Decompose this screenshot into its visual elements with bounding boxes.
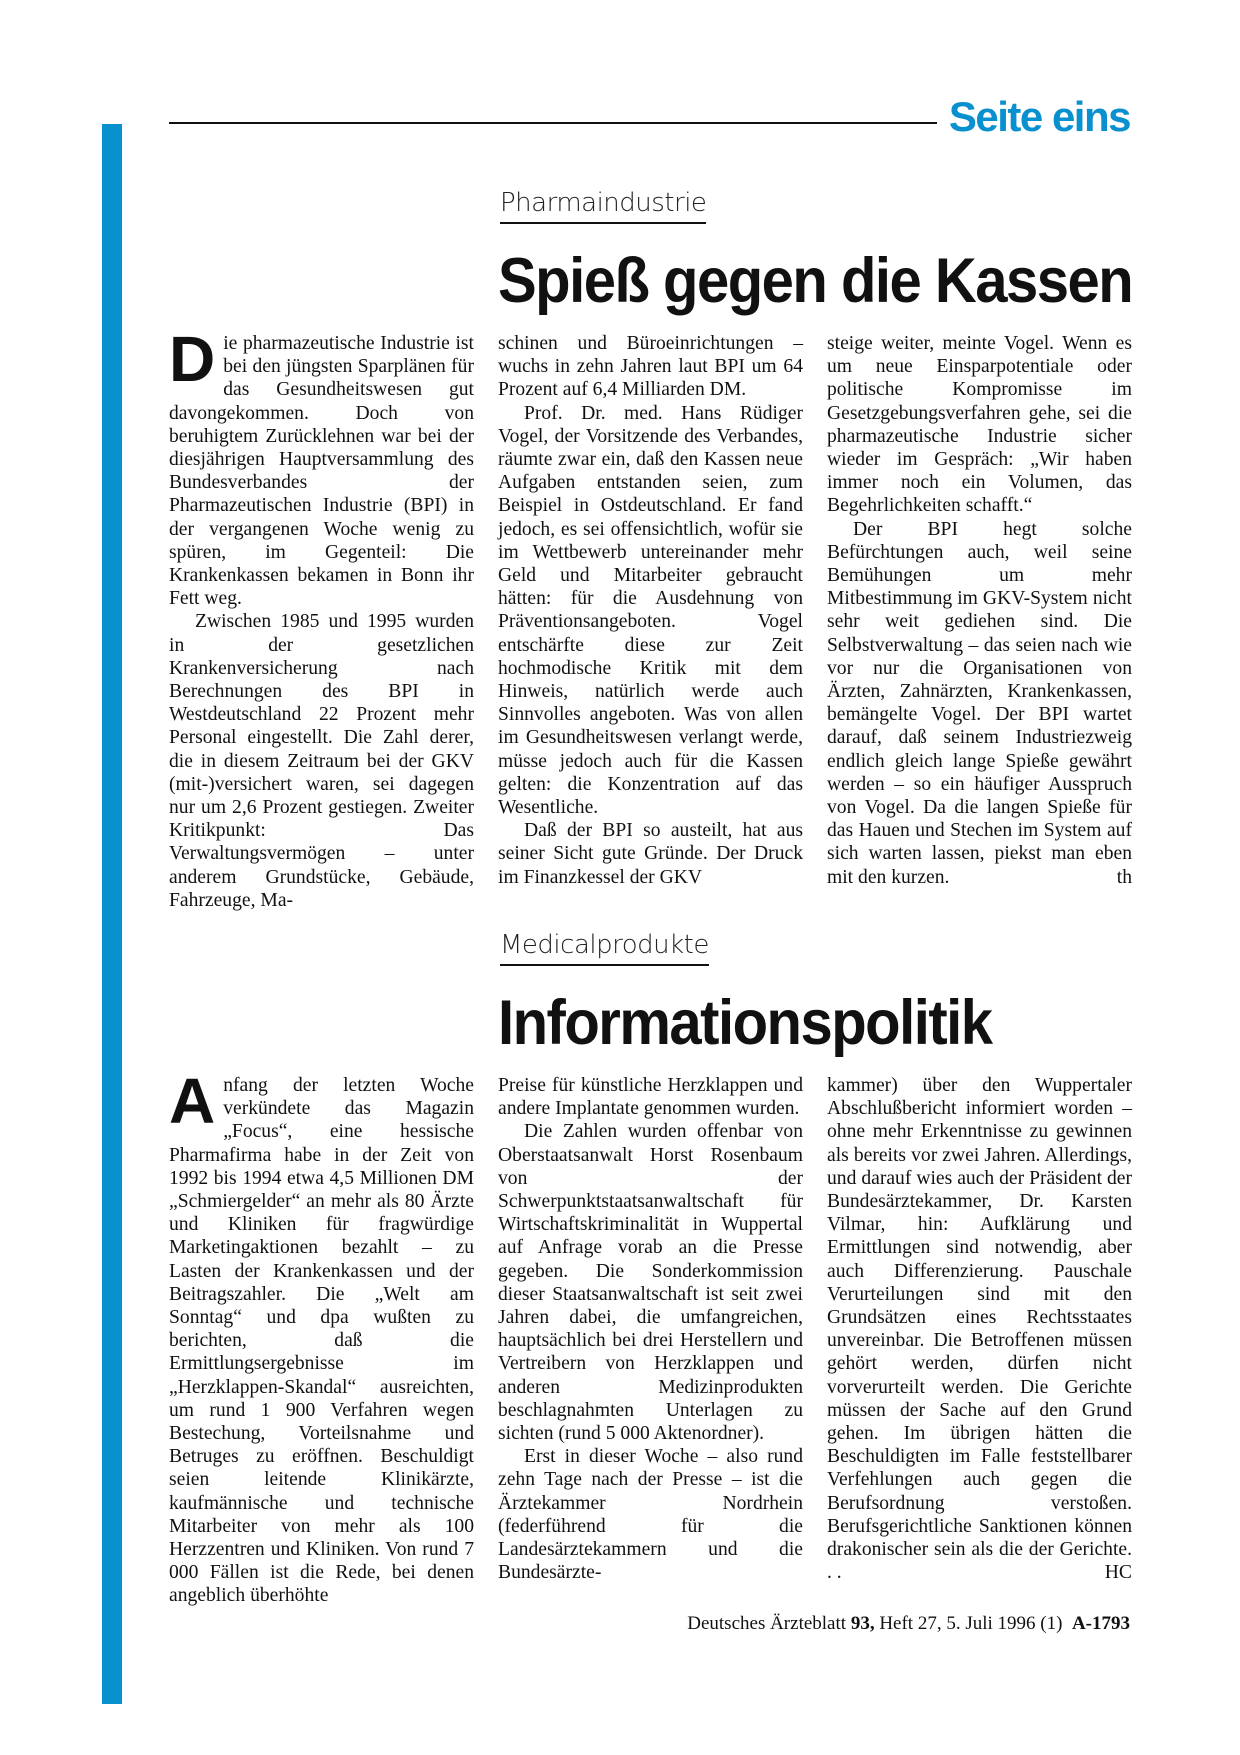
paragraph: steige weiter, meinte Vogel. Wenn es um neue Einsparpotentiale oder politische Kompromisse im Gesetzgebungsverfahren gehe, sei die pharmazeutische Industrie sicher wieder im Gespräch: „Wir haben immer noch ein Volumen, das Begehrlichkeiten schafft.“ [827,333,1132,517]
paragraph: Zwischen 1985 und 1995 wurden in der gesetzlichen Krankenversicherung nach Berechnungen des BPI in Westdeutschland 22 Prozent mehr Personal eingestellt. Die Zahl derer, die in diesem Zeitraum bei der GKV (mit-)versichert waren, sei dagegen nur um 2,6 Prozent gestiegen. Zweiter Kritikpunkt: Das Verwaltungsvermögen – unter anderem Grundstücke, Gebäude, Fahrzeuge, Ma- [169,611,474,911]
article2-column-1 [169,1065,474,1608]
article1-column-3 [827,332,1132,912]
paragraph: schinen und Büroeinrichtungen – wuchs in zehn Jahren laut BPI um 64 Prozent auf 6,4 Milliarden DM. [498,333,803,401]
article1-column-2 [498,332,803,912]
paragraph-text: Der BPI hegt solche Befürchtungen auch, weil seine Bemühungen um mehr Mitbestimmung im GKV-System nicht sehr weit gediehen sind. Die Selbstverwaltung – das seien nach wie vor nur die Organisationen von Ärzten, Zahnärzten, Krankenkassen, bemängelte Vogel. Der BPI wartet darauf, daß seinem Industriezweig endlich gleich lange Spieße gewährt werden – so ein häufiger Ausspruch von Vogel. Da die langen Spieße für das Hauen und Stechen im System auf sich warten lassen, piekst man eben mit den kurzen. [827,518,1132,888]
paragraph: Daß der BPI so austeilt, hat aus seiner Sicht gute Gründe. Der Druck im Finanzkessel der GKV [498,820,803,888]
paragraph: Erst in dieser Woche – also rund zehn Tage nach der Presse – ist die Ärztekammer Nordrhein (federführend für die Landesärztekammern und die Bundesärzte- [498,1446,803,1584]
article2-kicker: Medicalprodukte [500,932,709,966]
paragraph [827,518,1132,889]
paragraph: Die Zahlen wurden offenbar von Oberstaatsanwalt Horst Rosenbaum von der Schwerpunktstaatsanwaltschaft für Wirtschaftskriminalität in Wuppertal auf Anfrage vorab an die Presse gegeben. Die Sonderkommission dieser Staatsanwaltschaft ist seit zwei Jahren dabei, die umfangreichen, hauptsächlich bei drei Herstellern und Vertreibern von Herzklappen und anderen Medizinprodukten beschlagnahmten Unterlagen zu sichten (rund 5 000 Aktenordner). [498,1121,803,1445]
paragraph: nfang der letzten Woche verkündete das Magazin „Focus“, eine hessische Pharmafirma habe in der Zeit von 1992 bis 1994 etwa 4,5 Millionen DM „Schmiergelder“ an mehr als 80 Ärzte und Kliniken für fragwürdige Marketingaktionen bezahlt – zu Lasten der Krankenkassen und der Beitragszahler. Die „Welt am Sonntag“ und dpa wußten zu berichten, daß die Ermittlungsergebnisse im „Herzklappen-Skandal“ ausreichten, um rund 1 900 Verfahren wegen Bestechung, Vorteilsnahme und Betruges zu eröffnen. Beschuldigt seien leitende Klinikärzte, kaufmännische und technische Mitarbeiter von mehr als 100 Herzzentren und Kliniken. Von rund 7 000 Fällen ist die Rede, bei denen angeblich überhöhte [169,1075,474,1607]
section-title: Seite eins [948,93,1130,140]
header-rule [169,122,937,124]
article1-dropcap: D [169,323,216,395]
article1-column-1 [169,323,474,912]
issue-info: Heft 27, 5. Juli 1996 (1) [879,1613,1063,1634]
article2-column-2 [498,1074,803,1608]
article1-headline: Spieß gegen die Kassen [498,245,1133,316]
author-signature: HC [1104,1562,1132,1584]
article2-dropcap: A [169,1065,216,1137]
article2-column-3 [827,1074,1132,1608]
page-footer [687,1613,1130,1635]
paragraph: ie pharmazeutische Industrie ist bei den jüngsten Sparplänen für das Gesundheitswesen gut davongekommen. Doch von beruhigtem Zurücklehnen war bei der diesjährigen Hauptversammlung des Bundesverbandes der Pharmazeutischen Industrie (BPI) in der vergangenen Woche wenig zu spüren, im Gegenteil: Die Krankenkassen bekamen in Bonn ihr Fett weg. [169,333,474,610]
journal-name: Deutsches Ärzteblatt [687,1613,847,1634]
paragraph: Preise für künstliche Herzklappen und andere Implantate genommen wurden. [498,1075,803,1120]
paragraph-text: kammer) über den Wuppertaler Abschlußbericht informiert worden – ohne mehr Erkenntnisse zu gewinnen als bereits vor zwei Jahren. Allerdings, und darauf wies auch der Präsident der Bundesärztekammer, Dr. Karsten Vilmar, hin: Aufklärung und Ermittlungen sind notwendig, aber auch Differenzierung. Pauschale Verurteilungen sind mit den Grundsätzen eines Rechtsstaates unvereinbar. Die Betroffenen müssen gehört werden, dürfen nicht vorverurteilt werden. Die Gerichte müssen der Sache auf den Grund gehen. Im übrigen hätten die Beschuldigten im Falle feststellbarer Verfehlungen auch gegen die Berufsordnung verstoßen. Berufsgerichtliche Sanktionen können drakonischer sein als die der Gerichte. . . [827,1075,1132,1584]
article2-body [169,1065,1134,1608]
article2-headline: Informationspolitik [498,987,992,1058]
article1-body [169,323,1134,912]
author-signature: th [1116,866,1132,888]
journal-volume: 93, [850,1613,875,1634]
paragraph: Prof. Dr. med. Hans Rüdiger Vogel, der Vorsitzende des Verbandes, räumte zwar ein, daß den Kassen neue Aufgaben entstanden seien, zum Beispiel in Ostdeutschland. Er fand jedoch, es sei offensichtlich, wofür sie im Wettbewerb untereinander mehr Geld und Mitarbeiter gebraucht hätten: für die Ausdehnung von Präventionsangeboten. Vogel entschärfte diese zur Zeit hochmodische Kritik mit dem Hinweis, natürlich werde auch Sinnvolles angeboten. Was von allen im Gesundheitswesen verlangt werde, müsse jedoch auch für die Kassen gelten: die Konzentration auf das Wesentliche. [498,402,803,819]
paragraph [827,1074,1132,1584]
page-number: A-1793 [1071,1613,1130,1634]
article1-kicker: Pharmaindustrie [500,190,706,224]
accent-bar [102,124,122,1704]
